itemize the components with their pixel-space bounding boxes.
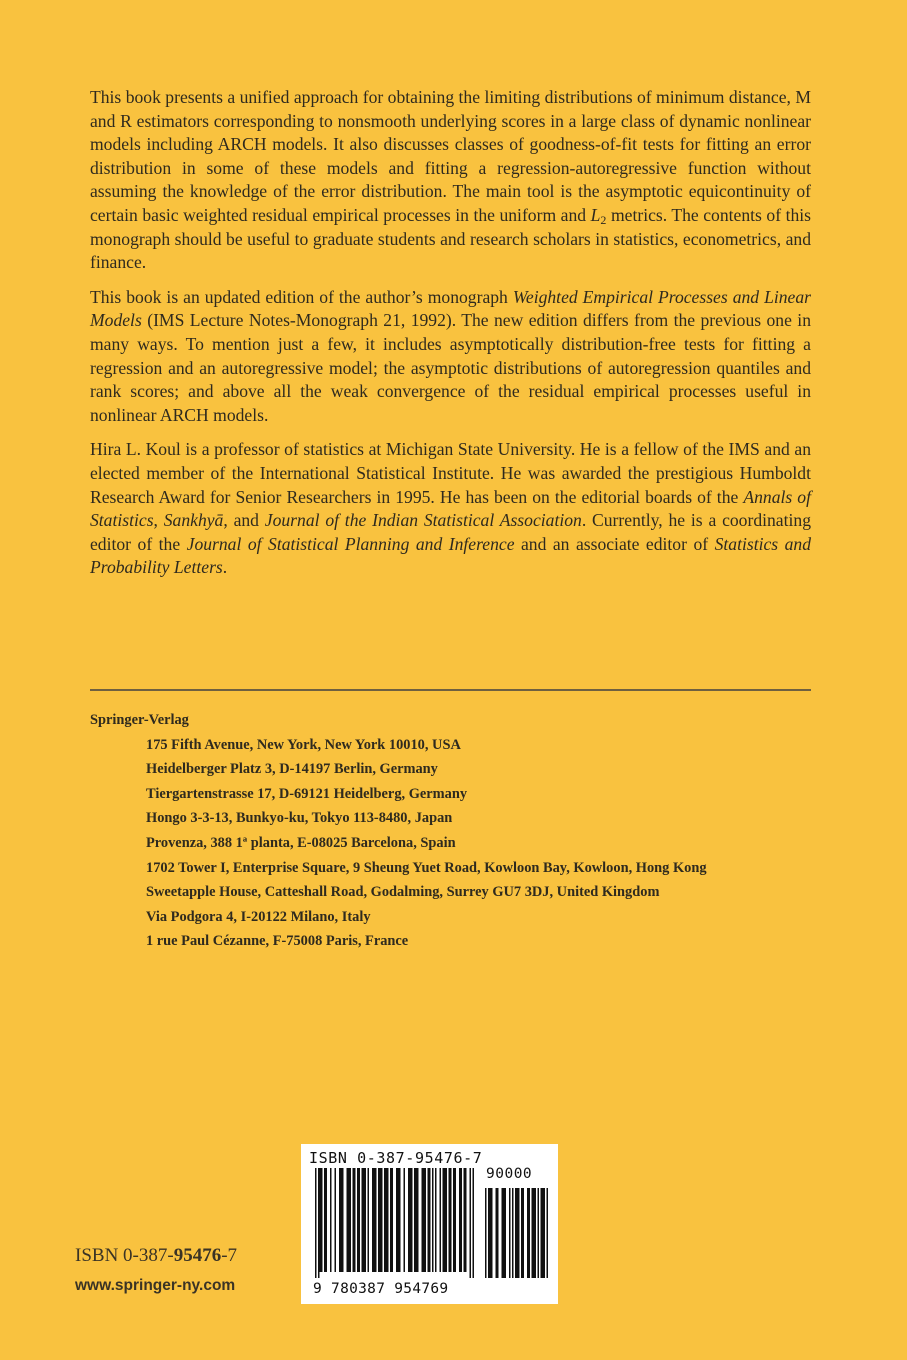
barcode-bar xyxy=(544,1188,546,1278)
address-line: Via Podgora 4, I-20122 Milano, Italy xyxy=(146,908,371,925)
journal-name: Journal of Statistical Planning and Inference xyxy=(186,533,515,554)
address-line: Heidelberger Platz 3, D-14197 Berlin, Germany xyxy=(146,761,438,778)
barcode-bar xyxy=(488,1188,490,1278)
barcode-bar xyxy=(496,1188,499,1278)
barcode-bar xyxy=(532,1188,537,1278)
address-line: 1702 Tower I, Enterprise Square, 9 Sheung Yuet Road, Kowloon Bay, Kowloon, Hong Kong xyxy=(146,859,707,876)
publisher-name: Springer-Verlag xyxy=(90,712,189,728)
barcode-bar xyxy=(541,1188,544,1278)
address-line: 175 Fifth Avenue, New York, New York 10010, USA xyxy=(146,736,461,753)
barcode-isbn-line: ISBN 0-387-95476-7 xyxy=(309,1149,483,1167)
barcode-bar xyxy=(490,1188,493,1278)
barcode-bar xyxy=(515,1188,520,1278)
barcode xyxy=(301,1144,558,1304)
journal-name: Journal of the Indian Statistical Association xyxy=(264,510,582,531)
barcode-bar xyxy=(509,1188,511,1278)
isbn-text: ISBN 0-387-95476-7 xyxy=(75,1245,238,1266)
publisher-addresses xyxy=(90,733,707,954)
barcode-digits: 9 780387 954769 xyxy=(313,1281,449,1297)
barcode-bar xyxy=(538,1188,540,1278)
divider-rule xyxy=(90,689,811,691)
barcode-bar xyxy=(527,1188,530,1278)
monograph-title: Weighted Empirical Processes and Linear Models xyxy=(90,286,811,331)
barcode-bar xyxy=(502,1188,507,1278)
paragraph-author-bio: Hira L. Koul is a professor of statistics at Michigan State University. He is a fellow of the IMS and an elected member of the International Statistical Institute. He was awarded the prestigious Humboldt Research Award for Senior Researchers in 1995. He has been on the editorial boards of the Annals of Statistics, Sankhyā, and Journal of the Indian Statistical Association. Currently, he is a coordinating editor of the Journal of Statistical Planning and Inference and an associate editor of Statistics and Probability Letters. xyxy=(90,439,812,578)
barcode-bar xyxy=(547,1188,549,1278)
address-line: Sweetapple House, Catteshall Road, Godalming, Surrey GU7 3DJ, United Kingdom xyxy=(146,884,660,901)
address-line: Hongo 3-3-13, Bunkyo-ku, Tokyo 113-8480, Japan xyxy=(146,810,453,827)
barcode-bar xyxy=(512,1188,514,1278)
publisher-block xyxy=(90,708,707,954)
book-description xyxy=(90,86,811,591)
l2-symbol: L xyxy=(590,204,601,225)
barcode-addon-digits: 90000 xyxy=(486,1166,533,1182)
address-line: 1 rue Paul Cézanne, F-75008 Paris, France xyxy=(146,933,409,950)
barcode-bar xyxy=(521,1188,524,1278)
paragraph-summary: This book presents a unified approach for obtaining the limiting distributions of minimum distance, M and R estimators corresponding to nonsmooth underlying scores in a large class of dynamic nonlinear models including ARCH models. It also discusses classes of goodness-of-fit tests for fitting an error distribution in some of these models and fitting a regression-autoregressive function without assuming the knowledge of the error distribution. The main tool is the asymptotic equicontinuity of certain basic weighted residual empirical processes in the uniform and $L_2$ metrics. The contents of this monograph should be useful to graduate students and research scholars in statistics, econometrics, and finance. xyxy=(90,87,812,273)
l2-subscript: 2 xyxy=(600,212,607,227)
publisher-url: www.springer-ny.com xyxy=(75,1277,236,1294)
address-line: Tiergartenstrasse 17, D-69121 Heidelberg, Germany xyxy=(146,785,468,802)
barcode-bar xyxy=(485,1188,487,1278)
paragraph-edition: This book is an updated edition of the author’s monograph Weighted Empirical Processes and Linear Models (IMS Lecture Notes-Monograph 21, 1992). The new edition differs from the previous one in many ways. To mention just a few, it includes asymptotically distribution-free tests for fitting a regression and an autoregressive model; the asymptotic distributions of autoregression quantiles and rank scores; and above all the weak convergence of the residual empirical processes useful in nonlinear ARCH models. xyxy=(90,286,811,425)
journal-name: Annals of Statistics xyxy=(90,486,811,531)
journal-name: Sankhyā xyxy=(163,510,224,531)
journal-name: Statistics and Probability Letters xyxy=(90,533,812,578)
address-line: Provenza, 388 1ª planta, E-08025 Barcelona, Spain xyxy=(146,834,456,851)
